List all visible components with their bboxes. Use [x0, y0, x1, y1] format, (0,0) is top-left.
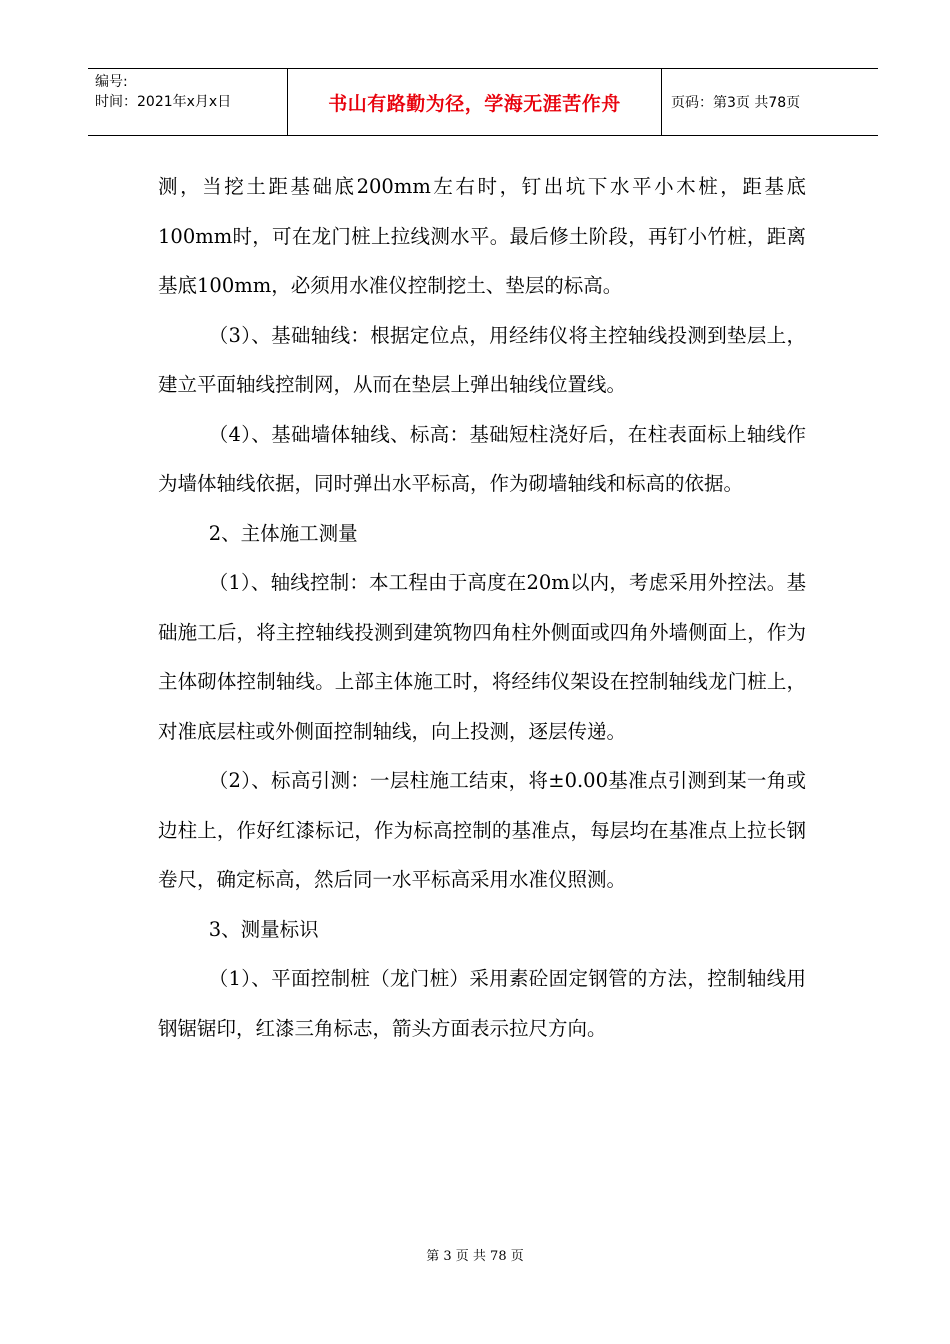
document-number-label: 编号:	[95, 74, 128, 90]
header-page-cell	[662, 69, 878, 135]
document-header	[88, 68, 878, 136]
body-paragraph: （1）、平面控制桩（龙门桩）采用素砼固定钢管的方法，控制轴线用钢锯锯印，红漆三角标志，箭头方面表示拉尺方向。	[158, 967, 806, 1040]
page-footer: 第 3 页 共 78 页	[426, 1249, 524, 1264]
body-paragraph: （2）、标高引测：一层柱施工结束，将±0.00基准点引测到某一角或边柱上，作好红漆标记，作为标高控制的基准点，每层均在基准点上拉长钢卷尺，确定标高，然后同一水平标高采用水准仪照测。	[158, 769, 806, 891]
body-paragraph: （4）、基础墙体轴线、标高：基础短柱浇好后，在柱表面标上轴线作为墙体轴线依据，同时弹出水平标高，作为砌墙轴线和标高的依据。	[158, 422, 806, 495]
body-paragraph: （1）、轴线控制：本工程由于高度在20m以内，考虑采用外控法。基础施工后，将主控轴线投测到建筑物四角柱外侧面或四角外墙侧面上，作为主体砌体控制轴线。上部主体施工时，将经纬仪架设在控制轴线龙门桩上，对准底层柱或外侧面控制轴线，向上投测，逐层传递。	[158, 571, 806, 743]
document-time-label: 时间：2021年x月x日	[95, 94, 232, 110]
section-heading: 3、测量标识	[208, 917, 319, 941]
header-meta-cell	[88, 69, 288, 135]
header-page-number: 页码：第3页 共78页	[671, 95, 801, 111]
header-motto-cell	[288, 69, 662, 135]
body-paragraph: 测，当挖土距基础底200mm左右时，钉出坑下水平小木桩，距基底100mm时，可在龙门桩上拉线测水平。最后修土阶段，再钉小竹桩，距离基底100mm，必须用水准仪控制挖土、垫层的标高。	[158, 175, 806, 297]
document-body	[158, 162, 806, 1053]
body-paragraph: （3）、基础轴线：根据定位点，用经纬仪将主控轴线投测到垫层上，建立平面轴线控制网，从而在垫层上弹出轴线位置线。	[158, 323, 806, 396]
section-heading: 2、主体施工测量	[208, 521, 358, 545]
header-motto: 书山有路勤为径，学海无涯苦作舟	[328, 92, 621, 115]
